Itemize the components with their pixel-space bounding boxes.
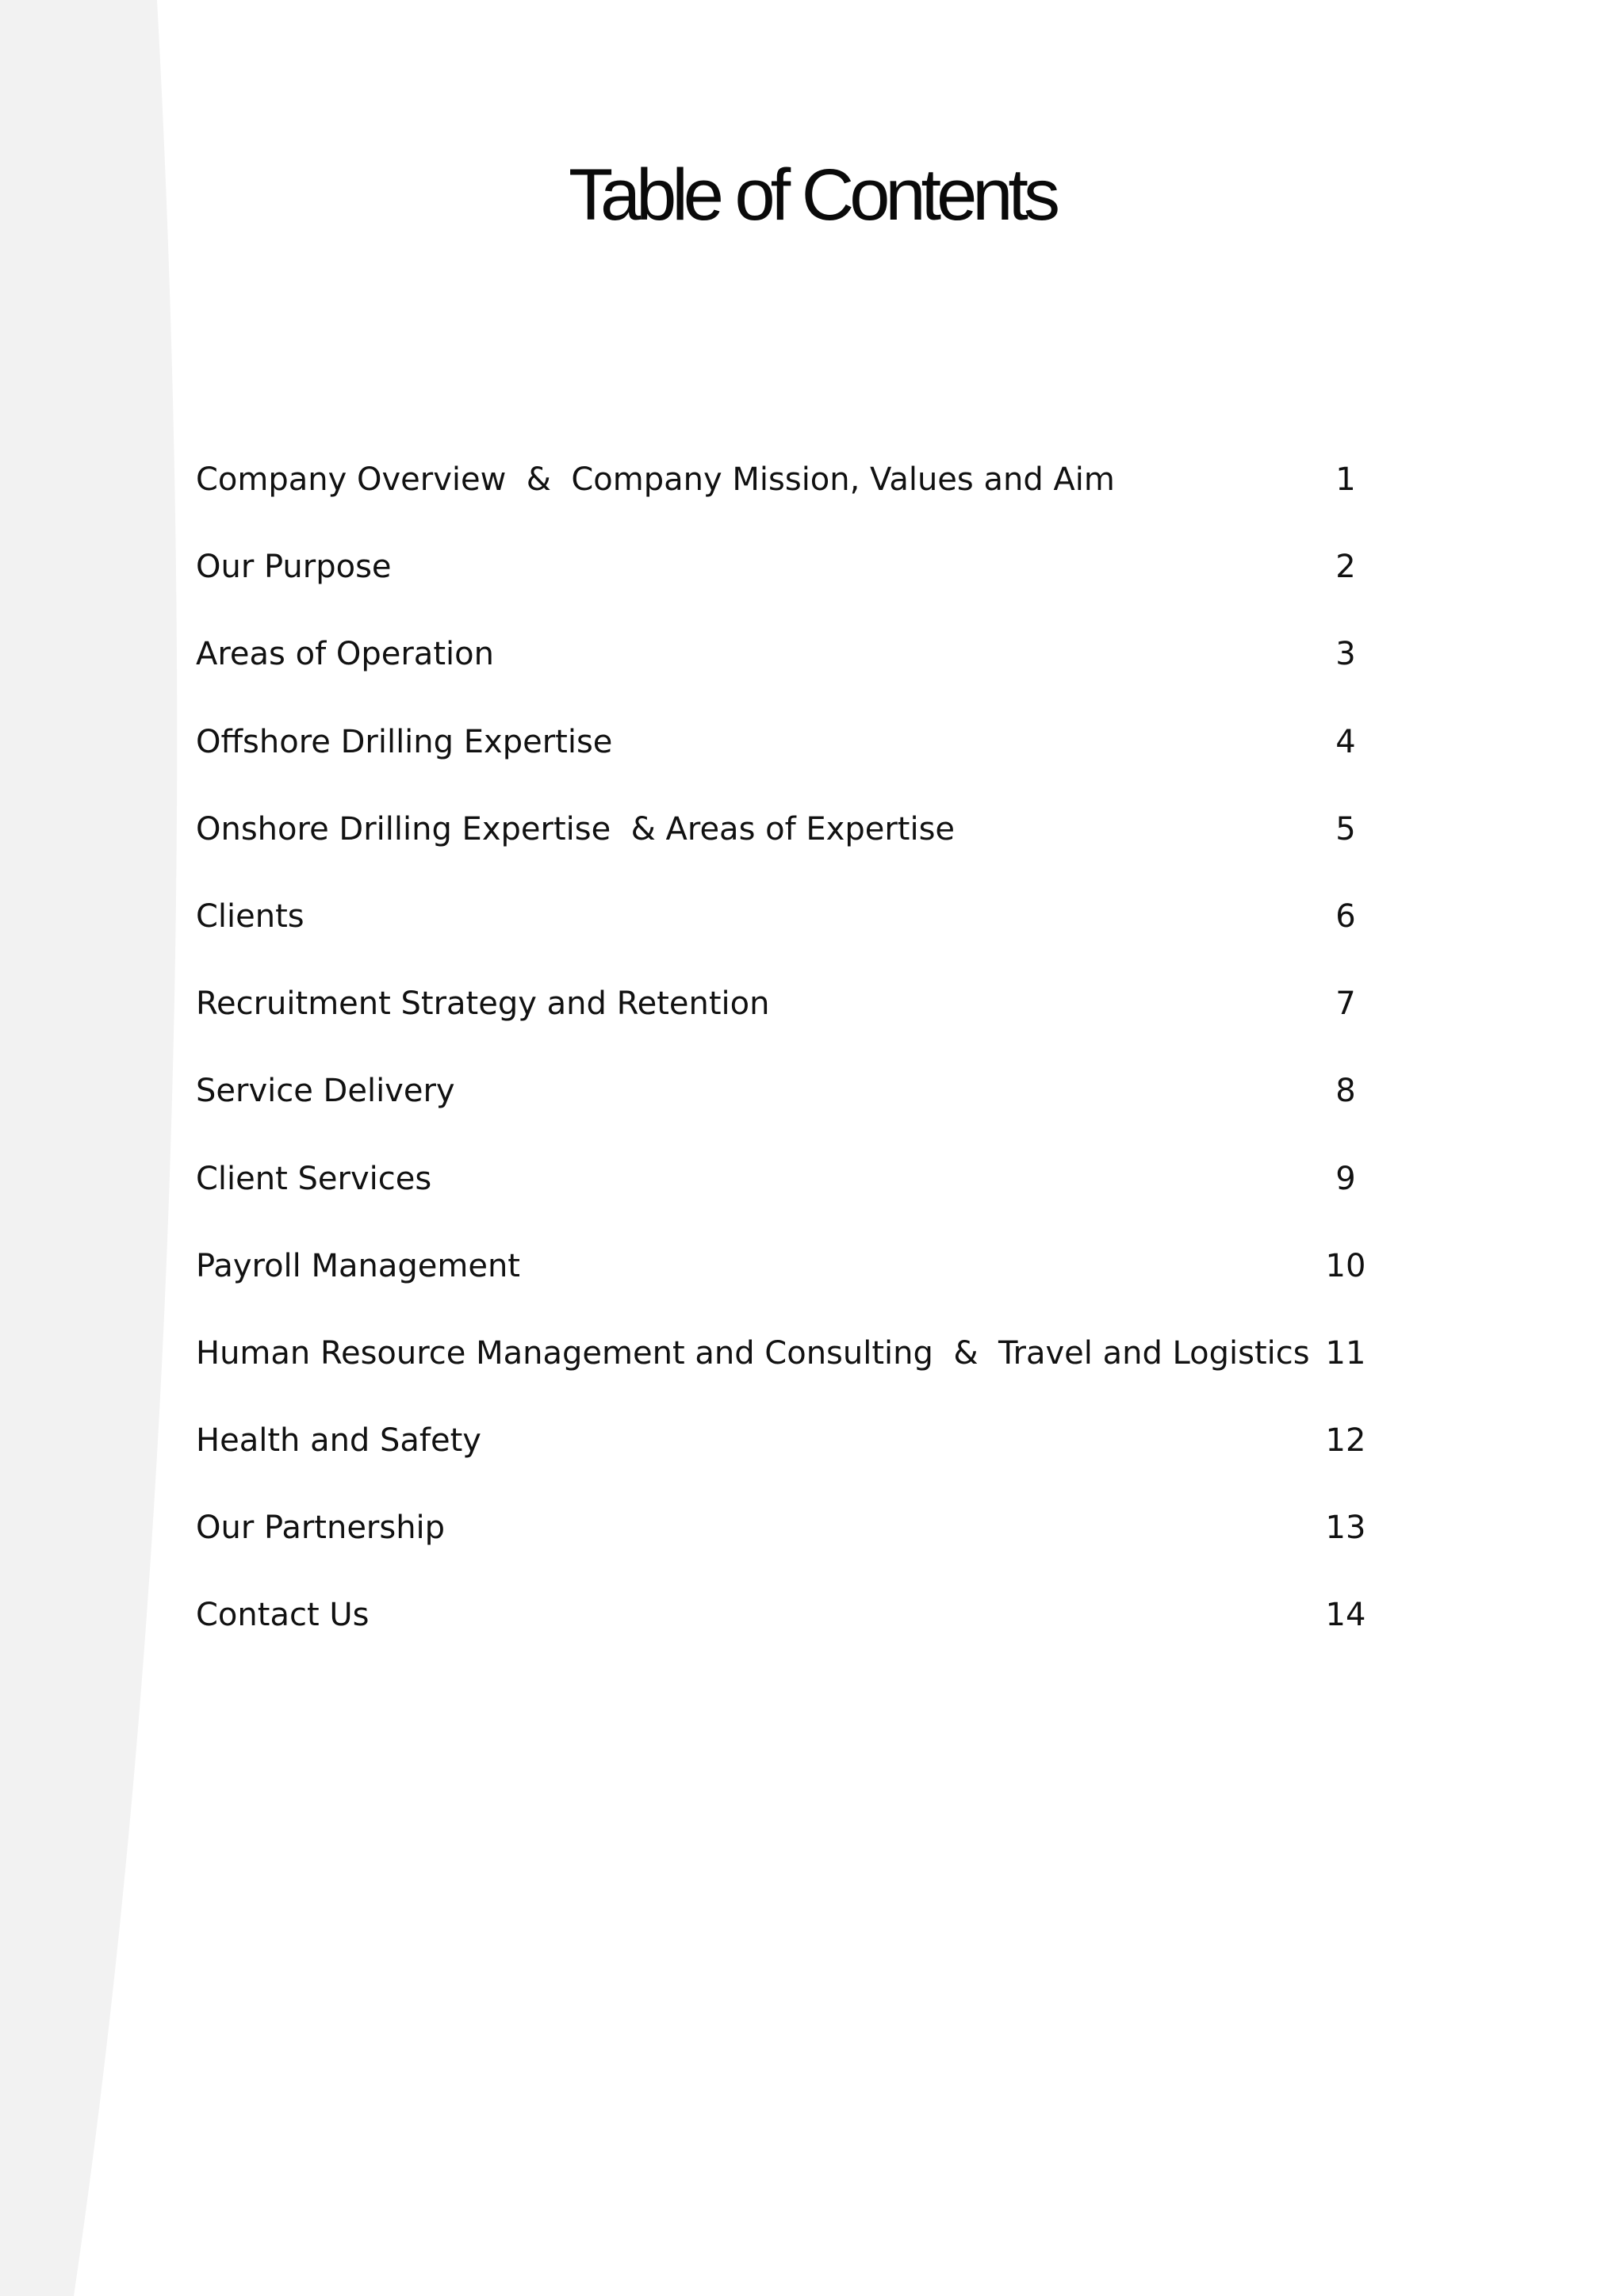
toc-entry-label: Human Resource Management and Consulting & Travel and Logistics	[196, 1334, 1310, 1372]
toc-entry[interactable]	[196, 1587, 1385, 1674]
toc-entry-label: Payroll Management	[196, 1247, 520, 1284]
toc-entry-page-number: 5	[1335, 810, 1356, 848]
toc-entry[interactable]	[196, 889, 1385, 976]
toc-entry-page-number: 1	[1335, 461, 1356, 498]
toc-entry-page-number: 12	[1325, 1422, 1366, 1460]
toc-entry[interactable]	[196, 539, 1385, 626]
toc-entry[interactable]	[196, 802, 1385, 889]
toc-entry-page-number: 9	[1335, 1160, 1356, 1197]
toc-entry-page-number: 14	[1325, 1597, 1366, 1634]
toc-entry-label: Offshore Drilling Expertise	[196, 723, 613, 760]
toc-entry[interactable]	[196, 1413, 1385, 1500]
toc-entry-label: Onshore Drilling Expertise & Areas of Expertise	[196, 810, 956, 848]
toc-entry-label: Contact Us	[196, 1597, 370, 1634]
toc-entry-page-number: 7	[1335, 985, 1356, 1023]
toc-entry-label: Company Overview & Company Mission, Values and Aim	[196, 461, 1115, 498]
toc-entry[interactable]	[196, 1238, 1385, 1326]
toc-entry-label: Health and Safety	[196, 1422, 481, 1460]
toc-entry-label: Clients	[196, 897, 304, 935]
toc-entry-page-number: 13	[1325, 1510, 1366, 1547]
toc-entry-page-number: 8	[1335, 1073, 1356, 1110]
toc-entry-page-number: 4	[1335, 723, 1356, 760]
toc-entry[interactable]	[196, 1151, 1385, 1238]
toc-entry-page-number: 6	[1335, 897, 1356, 935]
toc-entry-label: Client Services	[196, 1160, 432, 1197]
toc-entry-label: Areas of Operation	[196, 636, 494, 673]
toc-entry[interactable]	[196, 714, 1385, 802]
toc-entry-page-number: 10	[1325, 1247, 1366, 1284]
toc-entry-label: Service Delivery	[196, 1073, 455, 1110]
toc-entry-label: Recruitment Strategy and Retention	[196, 985, 770, 1023]
toc-entry-label: Our Purpose	[196, 549, 392, 586]
toc-entry[interactable]	[196, 976, 1385, 1063]
side-curve-band	[0, 0, 177, 2296]
page-title: Table of Contents	[568, 155, 1055, 235]
toc-entry[interactable]	[196, 1500, 1385, 1587]
toc-entry[interactable]	[196, 1326, 1385, 1413]
toc-entry[interactable]	[196, 452, 1385, 539]
toc-entry[interactable]	[196, 1063, 1385, 1150]
toc-entry-page-number: 11	[1325, 1334, 1366, 1372]
toc-entry-label: Our Partnership	[196, 1510, 446, 1547]
toc-entry-page-number: 2	[1335, 549, 1356, 586]
toc-entry-page-number: 3	[1335, 636, 1356, 673]
toc-list	[196, 452, 1385, 1675]
toc-entry[interactable]	[196, 626, 1385, 714]
